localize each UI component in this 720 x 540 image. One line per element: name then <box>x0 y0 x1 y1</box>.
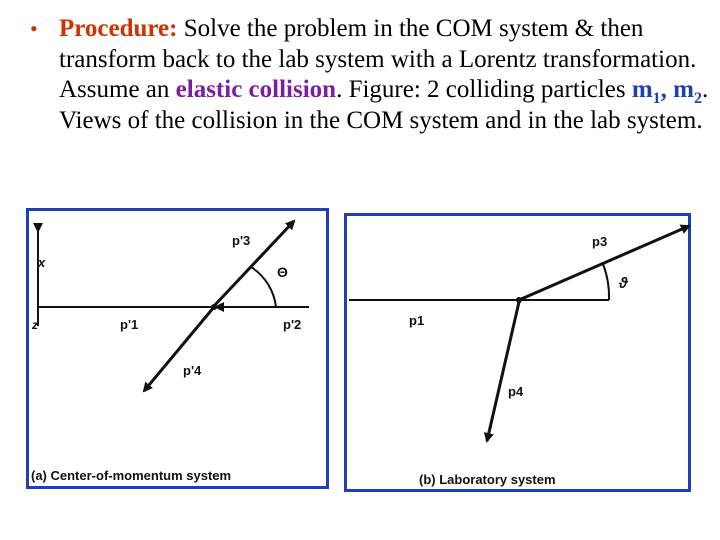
theta-arc <box>251 267 276 307</box>
p4-prime-label: p'4 <box>183 363 202 378</box>
elastic-collision-term: elastic collision <box>175 76 337 103</box>
p4-arrow <box>487 302 519 441</box>
mass-m1: $m_1$ <box>631 76 661 107</box>
vartheta-label: ϑ <box>619 275 628 292</box>
bullet-marker: • <box>30 16 38 41</box>
mass-separator: , <box>660 76 674 103</box>
lab-system-diagram <box>347 216 694 495</box>
com-caption: (a) Center-of-momentum system <box>31 468 232 483</box>
z-axis-label: z <box>32 318 38 332</box>
lab-system-panel <box>344 213 691 492</box>
lab-caption: (b) Laboratory system <box>419 472 556 487</box>
text-part-3: . Views of the collision in the COM system and in the lab system. <box>59 76 709 134</box>
p4-prime-arrow <box>144 307 214 391</box>
p1-prime-label: p'1 <box>120 317 139 332</box>
collision-point <box>516 297 522 303</box>
theta-label: Θ <box>277 264 288 280</box>
mass-m2: $m_2$ <box>673 76 702 107</box>
procedure-paragraph <box>30 14 710 136</box>
vartheta-arc <box>603 264 609 300</box>
com-system-panel <box>26 208 329 489</box>
p4-label: p4 <box>508 384 524 399</box>
com-system-diagram <box>29 211 332 492</box>
procedure-label: Procedure: <box>59 15 178 42</box>
collision-point <box>211 304 217 310</box>
p2-prime-label: p'2 <box>283 317 302 332</box>
procedure-text <box>59 14 710 136</box>
p3-prime-label: p'3 <box>232 233 251 248</box>
p1-label: p1 <box>409 313 425 328</box>
text-part-2: . Figure: 2 colliding particles <box>336 76 632 103</box>
p3-label: p3 <box>592 234 608 249</box>
x-axis-label: x <box>38 255 46 270</box>
text-part-1: Solve the problem in the COM system & then transform back to the lab system with a Lorentz transformation. Assume an <box>59 15 697 103</box>
